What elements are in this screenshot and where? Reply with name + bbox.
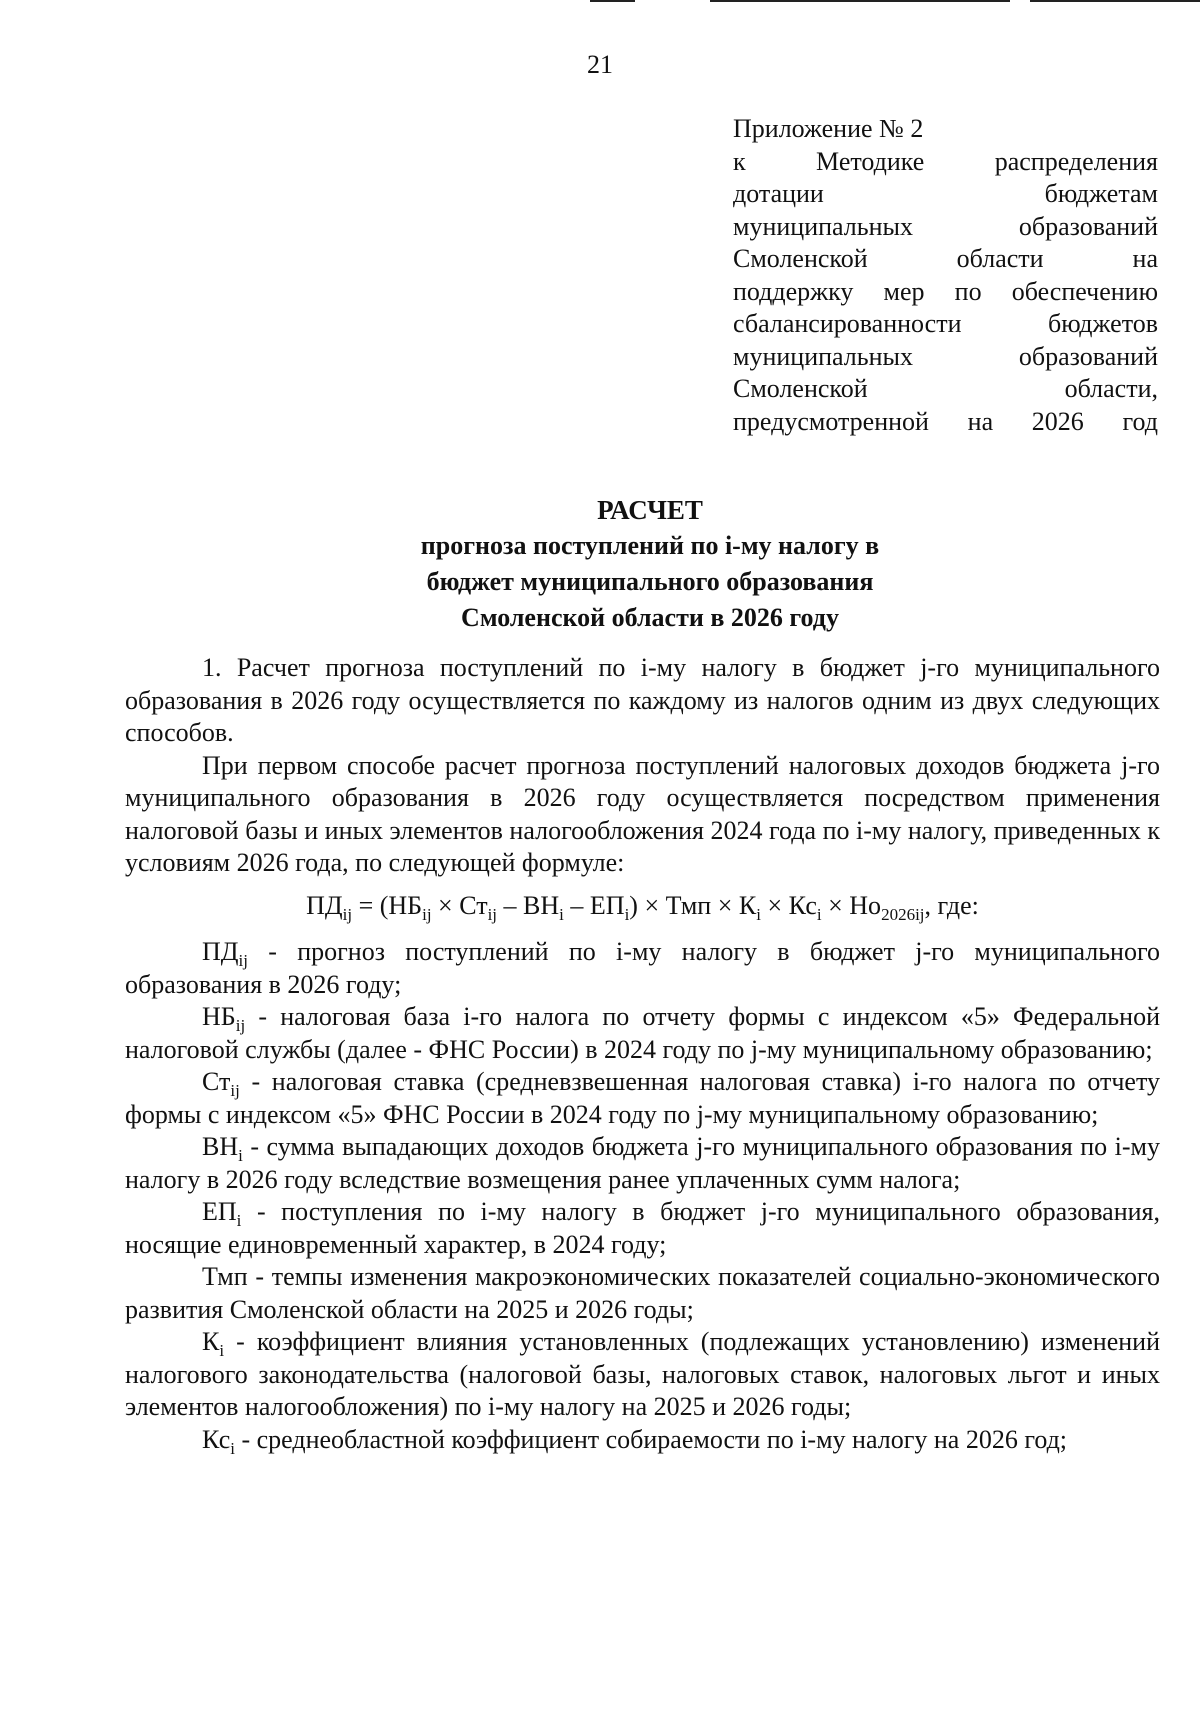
definition-item — [125, 1131, 1160, 1196]
definition-symbol: ПД — [202, 937, 239, 966]
formula-term: × Кс — [760, 890, 817, 920]
definition-subscript: i — [238, 1146, 243, 1166]
definition-symbol: ВН — [202, 1132, 239, 1161]
formula-subscript: 2026ij — [881, 904, 925, 924]
formula-subscript: i — [624, 904, 630, 924]
definition-item — [125, 1424, 1160, 1457]
formula — [125, 890, 1160, 923]
definition-item — [125, 1001, 1160, 1066]
definition-symbol: Ст — [202, 1067, 231, 1096]
definition-symbol: ЕП — [202, 1197, 237, 1226]
paragraph: 1. Расчет прогноза поступлений по i-му налогу в бюджет j-го муниципального образования в 2026 году осуществляется по каждому из налогов одним из двух следующих способов. — [125, 653, 1160, 747]
document-body — [125, 652, 1160, 1456]
definition-item — [125, 936, 1160, 1001]
document-subtitle: Смоленской области в 2026 году — [461, 603, 839, 632]
document-subtitle: бюджет муниципального образования — [426, 567, 874, 596]
definition-subscript: i — [230, 1438, 235, 1458]
formula-term: × Ст — [431, 890, 488, 920]
definition-item — [125, 1196, 1160, 1261]
definition-item — [125, 1066, 1160, 1131]
scan-edge-line — [590, 0, 635, 2]
formula-term: – ВН — [497, 890, 560, 920]
appendix-line: дотации бюджетам — [733, 179, 1158, 208]
definition-subscript: i — [236, 1211, 242, 1231]
formula-term: = (НБ — [352, 890, 423, 920]
definition-symbol: Тмп — [202, 1262, 248, 1291]
definition-text: - среднеобластной коэффициент собираемости по i-му налогу на 2026 год; — [234, 1424, 1068, 1454]
definition-item — [125, 1261, 1160, 1326]
formula-term: × Но — [821, 890, 882, 920]
definition-symbol: Кс — [202, 1424, 231, 1454]
paragraph: При первом способе расчет прогноза поступлений налоговых доходов бюджета j-го муниципального образования в 2026 году осуществляется посредством применения налоговой базы и иных элементов налогообложения 2024 года по i-му налогу, приведенных к условиям 2026 года, по следующей формуле: — [125, 750, 1160, 877]
definition-subscript: i — [219, 1341, 225, 1361]
appendix-line: Смоленской области на — [733, 244, 1158, 273]
scan-edge-line — [1030, 0, 1200, 2]
formula-subscript: i — [559, 904, 564, 924]
page-number: 21 — [587, 50, 613, 79]
document-subtitle: прогноза поступлений по i-му налогу в — [420, 531, 880, 560]
definition-item — [125, 1326, 1160, 1424]
definition-symbol: К — [202, 1327, 220, 1356]
appendix-line: Смоленской области, — [733, 374, 1158, 403]
formula-term: , где: — [924, 890, 979, 920]
definition-text: - прогноз поступлений по i-му налогу в бюджет j-го муниципального образования в 2026 году; — [125, 937, 1160, 999]
formula-subscript: ij — [422, 904, 432, 924]
formula-subscript: i — [756, 904, 761, 924]
appendix-line: сбалансированности бюджетов — [733, 309, 1158, 338]
formula-term: ПД — [306, 890, 343, 920]
definition-subscript: ij — [235, 1016, 246, 1036]
formula-term: ) × Тмп × К — [629, 890, 757, 920]
definition-text: - темпы изменения макроэкономических показателей социально-экономического развития Смоленской области на 2025 и 2026 годы; — [125, 1262, 1160, 1324]
appendix-line: Приложение № 2 — [733, 114, 924, 143]
formula-subscript: ij — [342, 904, 353, 924]
definition-text: - налоговая ставка (средневзвешенная налоговая ставка) i-го налога по отчету формы с индексом «5» ФНС России в 2024 году по j-му муниципальному образованию; — [125, 1067, 1160, 1129]
definition-text: - поступления по i-му налогу в бюджет j-го муниципального образования, носящие единовременный характер, в 2024 году; — [125, 1197, 1160, 1259]
formula-subscript: i — [816, 904, 822, 924]
appendix-line: муниципальных образований — [733, 211, 1158, 241]
appendix-line: муниципальных образований — [733, 341, 1158, 371]
appendix-line: предусмотренной на 2026 год — [733, 406, 1158, 436]
definition-text: - коэффициент влияния установленных (подлежащих установлению) изменений налогового законодательства (налоговой базы, налоговых ставок, налоговых льгот и иных элементов налогообложения) по i-му налогу на 2025 и 2026 годы; — [125, 1327, 1160, 1421]
appendix-line: к Методике распределения — [733, 146, 1158, 176]
definition-subscript: ij — [230, 1081, 240, 1101]
definition-text: - сумма выпадающих доходов бюджета j-го муниципального образования по i-му налогу в 2026 году вследствие возмещения ранее уплаченных сумм налога; — [125, 1132, 1160, 1194]
appendix-note — [733, 113, 1158, 438]
definition-subscript: ij — [238, 951, 248, 971]
appendix-line: поддержку мер по обеспечению — [733, 276, 1158, 306]
formula-term: – ЕП — [563, 890, 625, 920]
document-title: РАСЧЕТ — [597, 495, 703, 525]
scan-edge-line — [710, 0, 1010, 2]
definition-symbol: НБ — [202, 1002, 236, 1031]
definition-text: - налоговая база i-го налога по отчету формы с индексом «5» Федеральной налоговой службы (далее - ФНС России) в 2024 году по j-му муниципальному образованию; — [125, 1002, 1160, 1064]
formula-subscript: ij — [487, 904, 498, 924]
